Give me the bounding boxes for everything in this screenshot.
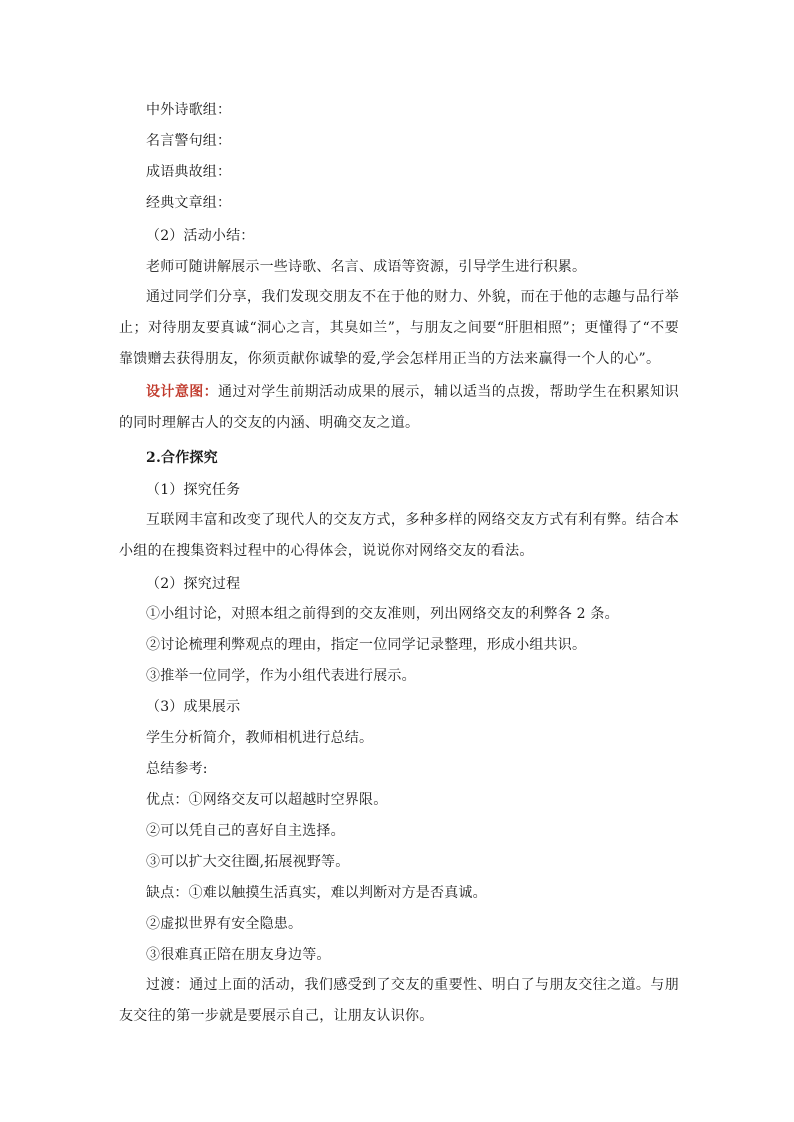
process-heading: （2）探究过程 xyxy=(146,576,241,592)
summary-line: 老师可随讲解展示一些诗歌、名言、成语等资源，引导学生进行积累。 xyxy=(146,259,587,275)
process-item: ③推举一位同学，作为小组代表进行展示。 xyxy=(146,668,416,684)
result-heading: （3）成果展示 xyxy=(146,699,241,715)
transition-paragraph: 过渡：通过上面的活动，我们感受到了交友的重要性、明白了与朋友交往之道。与朋友交往的第一步就是要展示自己，让朋友认识你。 xyxy=(119,977,679,1024)
process-item: ②讨论梳理利弊观点的理由，指定一位同学记录整理，形成小组共识。 xyxy=(146,637,587,653)
section-heading: 2.合作探究 xyxy=(146,450,218,466)
design-intent xyxy=(119,377,679,439)
process-item: ①小组讨论，对照本组之前得到的交友准则，列出网络交友的利弊各 2 条。 xyxy=(146,606,619,622)
pros-item: ③可以扩大交往圈,拓展视野等。 xyxy=(146,854,350,870)
pros-item: ②可以凭自己的喜好自主选择。 xyxy=(146,823,345,839)
group-quotes: 名言警句组： xyxy=(146,133,232,149)
task-text: 互联网丰富和改变了现代人的交友方式，多种多样的网络交友方式有利有弊。结合本小组的在搜集资料过程中的心得体会，说说你对网络交友的看法。 xyxy=(119,512,679,559)
result-text: 学生分析简介，教师相机进行总结。 xyxy=(146,730,374,746)
summary-heading: （2）活动小结： xyxy=(146,228,255,244)
task-heading: （1）探究任务 xyxy=(146,482,241,498)
pros-item: 优点：①网络交友可以超越时空界限。 xyxy=(146,792,388,808)
cons-item: 缺点：①难以触摸生活真实，难以判断对方是否真诚。 xyxy=(146,885,487,901)
group-poetry: 中外诗歌组： xyxy=(146,102,232,118)
design-intent-text: 通过对学生前期活动成果的展示，辅以适当的点拨，帮助学生在积累知识的同时理解古人的交友的内涵、明确交友之道。 xyxy=(119,384,679,431)
cons-item: ③很难真正陪在朋友身边等。 xyxy=(146,947,331,963)
group-idioms: 成语典故组： xyxy=(146,164,232,180)
group-classics: 经典文章组： xyxy=(146,195,232,211)
reference-heading: 总结参考: xyxy=(146,761,208,777)
design-intent-label: 设计意图： xyxy=(146,384,219,400)
cons-item: ②虚拟世界有安全隐患。 xyxy=(146,916,303,932)
summary-paragraph: 通过同学们分享，我们发现交朋友不在于他的财力、外貌，而在于他的志趣与品行举止；对待朋友要真诚“洞心之言，其臭如兰”，与朋友之间要“肝胆相照”；更懂得了“不要靠馈赠去获得朋友，你须贡献你诚挚的爱,学会怎样用正当的方法来赢得一个人的心”。 xyxy=(119,289,679,367)
